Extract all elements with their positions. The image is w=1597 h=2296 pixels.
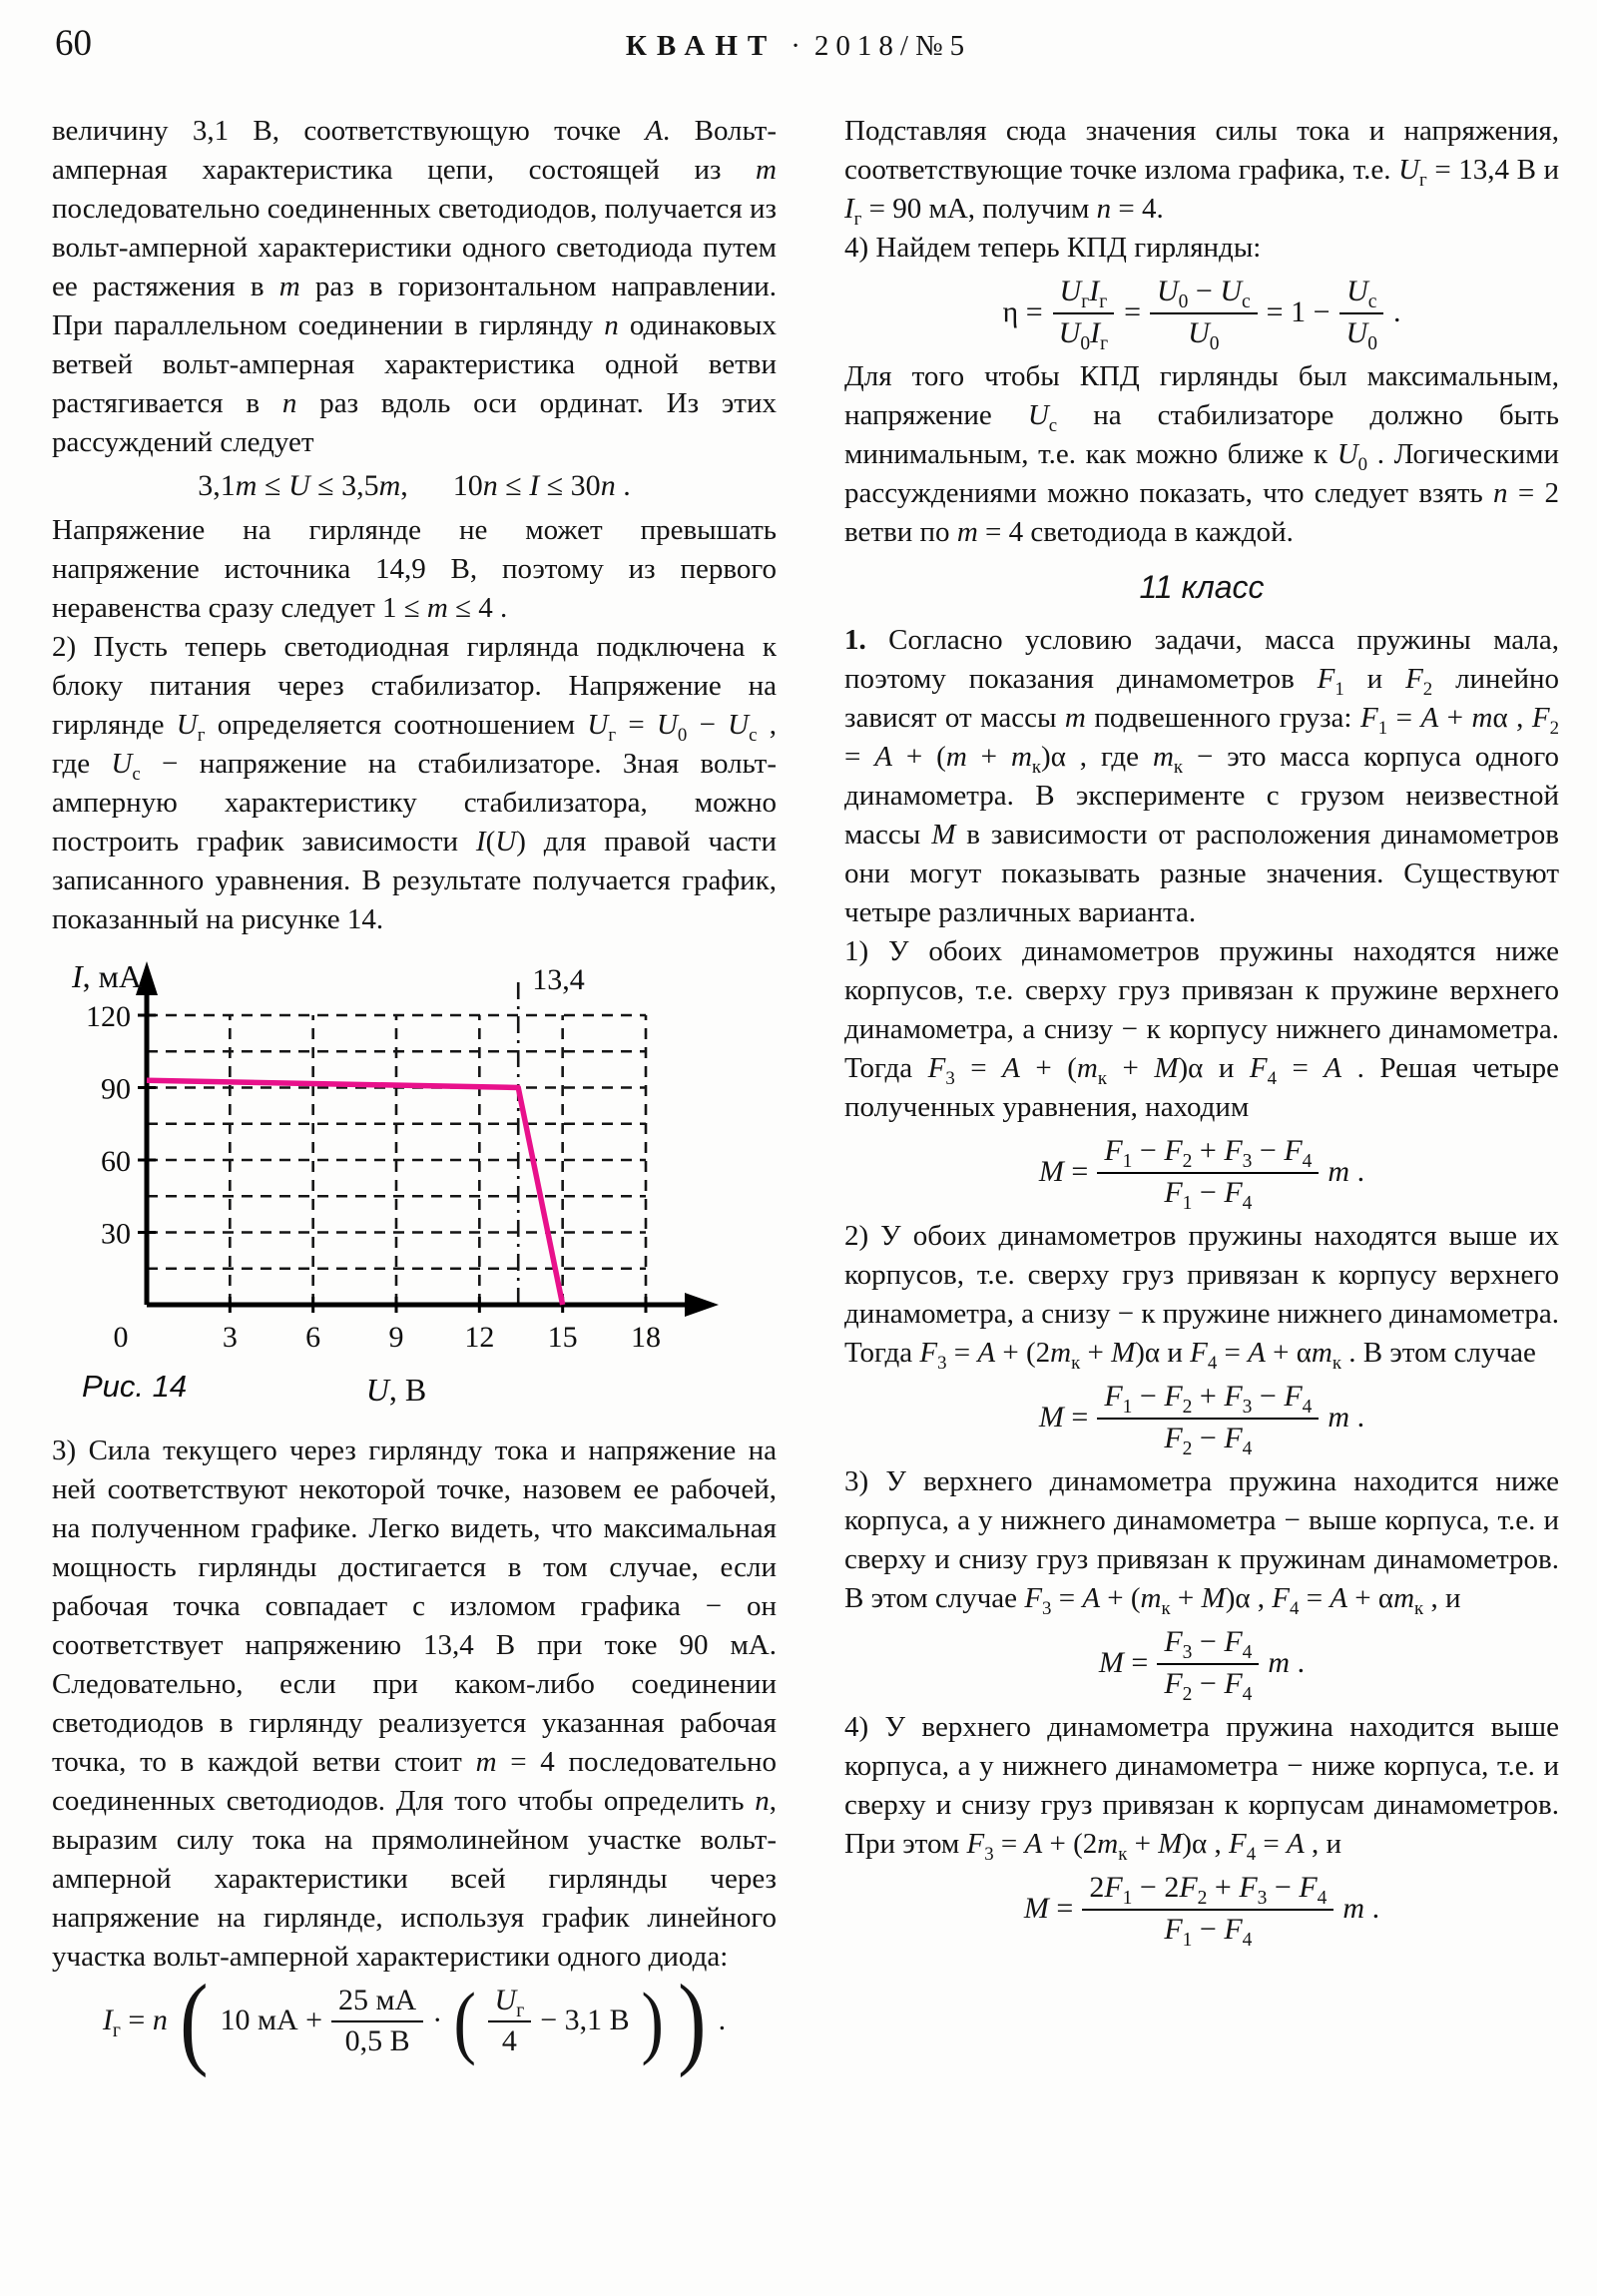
journal-header [0,30,1597,63]
svg-text:I, мА: I, мА [72,957,143,994]
denominator: $F_2 - F_4$ [1164,1421,1253,1459]
formula-end: . [718,2004,727,2037]
svg-text:9: 9 [388,1320,404,1354]
numerator: $U_0 - U_с$ [1150,275,1258,314]
paragraph: 2) У обоих динамометров пружины находятся выше их корпусов, т.е. сверху груз привязан к корпусу верхнего динамометра, а снизу − к пружине нижнего динамометра. Тогда $F_3 = A + (2m_к + M)\alpha$ и $F_4 = A + \alpha m_к$ . В этом случае [844,1220,1559,1374]
denominator: $U_0$ [1345,315,1377,354]
formula-lhs: M = [1023,1891,1074,1925]
dot-operator: · [432,2004,443,2037]
svg-text:60: 60 [101,1144,131,1178]
column-left [52,112,778,2078]
journal-title: КВАНТ [625,30,778,62]
mass-formula-4 [844,1871,1559,1951]
paragraph: 3) Сила текущего через гирлянду тока и напряжение на ней соответствуют некоторой точке, назовем ее рабочей, на полученном графике. Легко видеть, что максимальная мощность гирлянды достигается в том случае, если рабочая точка совпадает с изломом графика − он соответствует напряжению 13,4 В при токе 90 мА. Следовательно, если при каком-либо соединении светодиодов в гирлянду реализуется указанная рабочая точка, то в каждой ветви стоит m = 4 последовательно соединенных светодиодов. Для того чтобы определить n, выразим силу тока на прямолинейном участке вольт-амперной характеристики всей гирлянды через напряжение на гирлянде, используя график линейного участка вольт-амперной характеристики одного диода: [52,1434,777,1973]
paragraph: Подставляя сюда значения силы тока и напряжения, соответствующие точке излома графика, т.е. $U_г = 13,4$ В и $I_г = 90$ мА, получим n = 4. [844,115,1559,230]
formula-lhs: M = [1038,1400,1089,1434]
svg-text:0: 0 [113,1320,129,1354]
paragraph: Для того чтобы КПД гирлянды был максимальным, напряжение $U_с$ на стабилизаторе должно быть минимальным, т.е. как можно ближе к $U_0$ . Логическими рассуждениями можно показать, что следует взять n = 2 ветви по m = 4 светодиода в каждой. [844,360,1560,548]
fraction [1339,275,1384,354]
svg-text:18: 18 [631,1320,661,1354]
svg-text:12: 12 [464,1320,495,1354]
formula-tail: m . [1328,1154,1365,1188]
formula-lhs: η = [1002,294,1043,328]
fraction [488,1984,532,2059]
formula-text: 3,1m ≤ U ≤ 3,5m, 10n ≤ I ≤ 30n . [198,469,631,502]
formula-lhs: M = [1098,1645,1149,1679]
numerator: 25 мА [331,1984,423,2023]
denominator: $F_1 - F_4$ [1164,1175,1253,1214]
denominator: $U_0I_г$ [1058,315,1109,354]
voltage-current-chart [52,945,741,1417]
fraction [1150,275,1258,354]
formula-tail: m . [1328,1400,1365,1434]
formula-tail: m . [1268,1645,1306,1679]
journal-issue: 2018/№5 [813,30,972,62]
svg-text:15: 15 [547,1320,578,1354]
inequality-formula [52,469,777,504]
paragraph: 1) У обоих динамометров пружины находятся ниже корпусов, т.е. сверху груз привязан к пружине верхнего динамометра, а снизу − к корпусу нижнего динамометра. Тогда $F_3 = A + (m_к + M)\alpha$ и $F_4 = A$ . Решая четыре полученных уравнения, находим [844,935,1559,1123]
formula-tail: m . [1342,1891,1380,1925]
svg-text:3: 3 [222,1320,238,1354]
paragraph: 3) У верхнего динамометра пружина находится ниже корпуса, а у нижнего динамометра − выше корпуса, т.е. и сверху и снизу груз привязан к пружинам динамометров. В этом случае $F_3 = A + (m_к + M)\alpha$ , $F_4 = A + \alpha m_к$ , и [844,1465,1559,1619]
svg-text:120: 120 [86,999,131,1033]
paragraph: 4) Найдем теперь КПД гирлянды: [844,232,1262,264]
formula-lhs: M = [1038,1154,1089,1188]
fraction [1082,1871,1333,1951]
paragraph: Напряжение на гирлянде не может превышать напряжение источника 14,9 В, поэтому из первого неравенства сразу следует 1 ≤ m ≤ 4 . [52,513,777,624]
svg-text:13,4: 13,4 [532,962,585,996]
numerator: $U_гI_г$ [1053,275,1115,314]
numerator: $F_1 - F_2 + F_3 - F_4$ [1097,1380,1319,1420]
paragraph: 2) Пусть теперь светодиодная гирлянда подключена к блоку питания через стабилизатор. Напряжение на гирлянде $U_г$ определяется соотношением $U_г = U_0 - U_с$ , где $U_с$ − напряжение на стабилизаторе. Зная вольт-амперную характеристику стабилизатора, можно построить график зависимости I(U) для правой части записанного уравнения. В результате получается график, показанный на рисунке 14. [52,630,778,935]
mass-formula-3 [844,1625,1559,1705]
denominator: 0,5 В [344,2024,410,2057]
current-formula: $I_г = n$ ( 10 мА + $\frac{25 мА}{0,5 В}$ · ( $\frac{U_г}{4}$ − 3,1 В ) ) . [102,1963,727,2078]
numerator: $F_1 - F_2 + F_3 - F_4$ [1097,1134,1319,1174]
fraction [1157,1625,1259,1705]
svg-text:U, В: U, В [365,1371,427,1408]
mass-formula-1 [844,1134,1559,1214]
efficiency-formula [844,275,1559,354]
svg-text:30: 30 [101,1217,131,1250]
header-separator: · [791,30,800,62]
section-heading-grade11: 11 класс [1139,569,1265,605]
formula-term: − 3,1 В [540,2004,630,2037]
numerator: $F_3 - F_4$ [1157,1625,1259,1665]
denominator: $F_1 - F_4$ [1164,1912,1253,1951]
equals: = 1 − [1266,294,1331,328]
paragraph: 4) У верхнего динамометра пружина находится выше корпуса, а у нижнего динамометра − ниже корпуса, т.е. и сверху и снизу груз привязан к корпусам динамометров. При этом $F_3 = A + (2m_к + M)\alpha$ , $F_4 = A$ , и [844,1711,1559,1865]
page-number: 60 [55,23,92,64]
formula-end: . [1392,294,1401,328]
svg-text:Рис. 14: Рис. 14 [82,1368,188,1404]
fraction [331,1984,423,2059]
formula-lhs: $I_г = n$ [102,2004,168,2042]
paragraph: величину 3,1 В, соответствующую точке A. Вольт-амперная характеристика цепи, состоящей из m последовательно соединенных светодиодов, получается из вольт-амперной характеристики одного светодиода путем ее растяжения в m раз в горизонтальном направлении. При параллельном соединении в гирлянду n одинаковых ветвей вольт-амперная характеристика одной ветви растягивается в n раз вдоль оси ординат. Из этих рассуждений следует [52,115,778,458]
fraction [1097,1134,1319,1214]
denominator: 4 [501,2024,517,2057]
mass-formula-2 [844,1380,1559,1459]
denominator: $F_2 - F_4$ [1164,1666,1253,1705]
svg-text:90: 90 [101,1072,131,1105]
denominator: $U_0$ [1188,315,1220,354]
svg-text:6: 6 [305,1320,321,1354]
paragraph: 1. Согласно условию задачи, масса пружины мала, поэтому показания динамометров $F_1$ и $F_2$ линейно зависят от массы m подвешенного груза: $F_1 = A + m\alpha$ , $F_2 = A + (m + m_к)\alpha$ , где $m_к$ − это масса корпуса одного динамометра. В эксперименте с грузом неизвестной массы M в зависимости от расположения динамометров они могут показывать разные значения. Существуют четыре различных варианта. [844,624,1559,928]
formula-term: 10 мА + [220,2004,323,2037]
numerator: $U_с$ [1339,275,1383,314]
numerator: $2F_1 - 2F_2 + F_3 - F_4$ [1082,1871,1333,1911]
column-right [844,112,1559,1954]
fraction [1052,275,1115,354]
fraction [1097,1380,1319,1459]
figure-14 [52,945,777,1428]
numerator: $U_г$ [488,1984,532,2023]
equals: = [1124,294,1141,328]
